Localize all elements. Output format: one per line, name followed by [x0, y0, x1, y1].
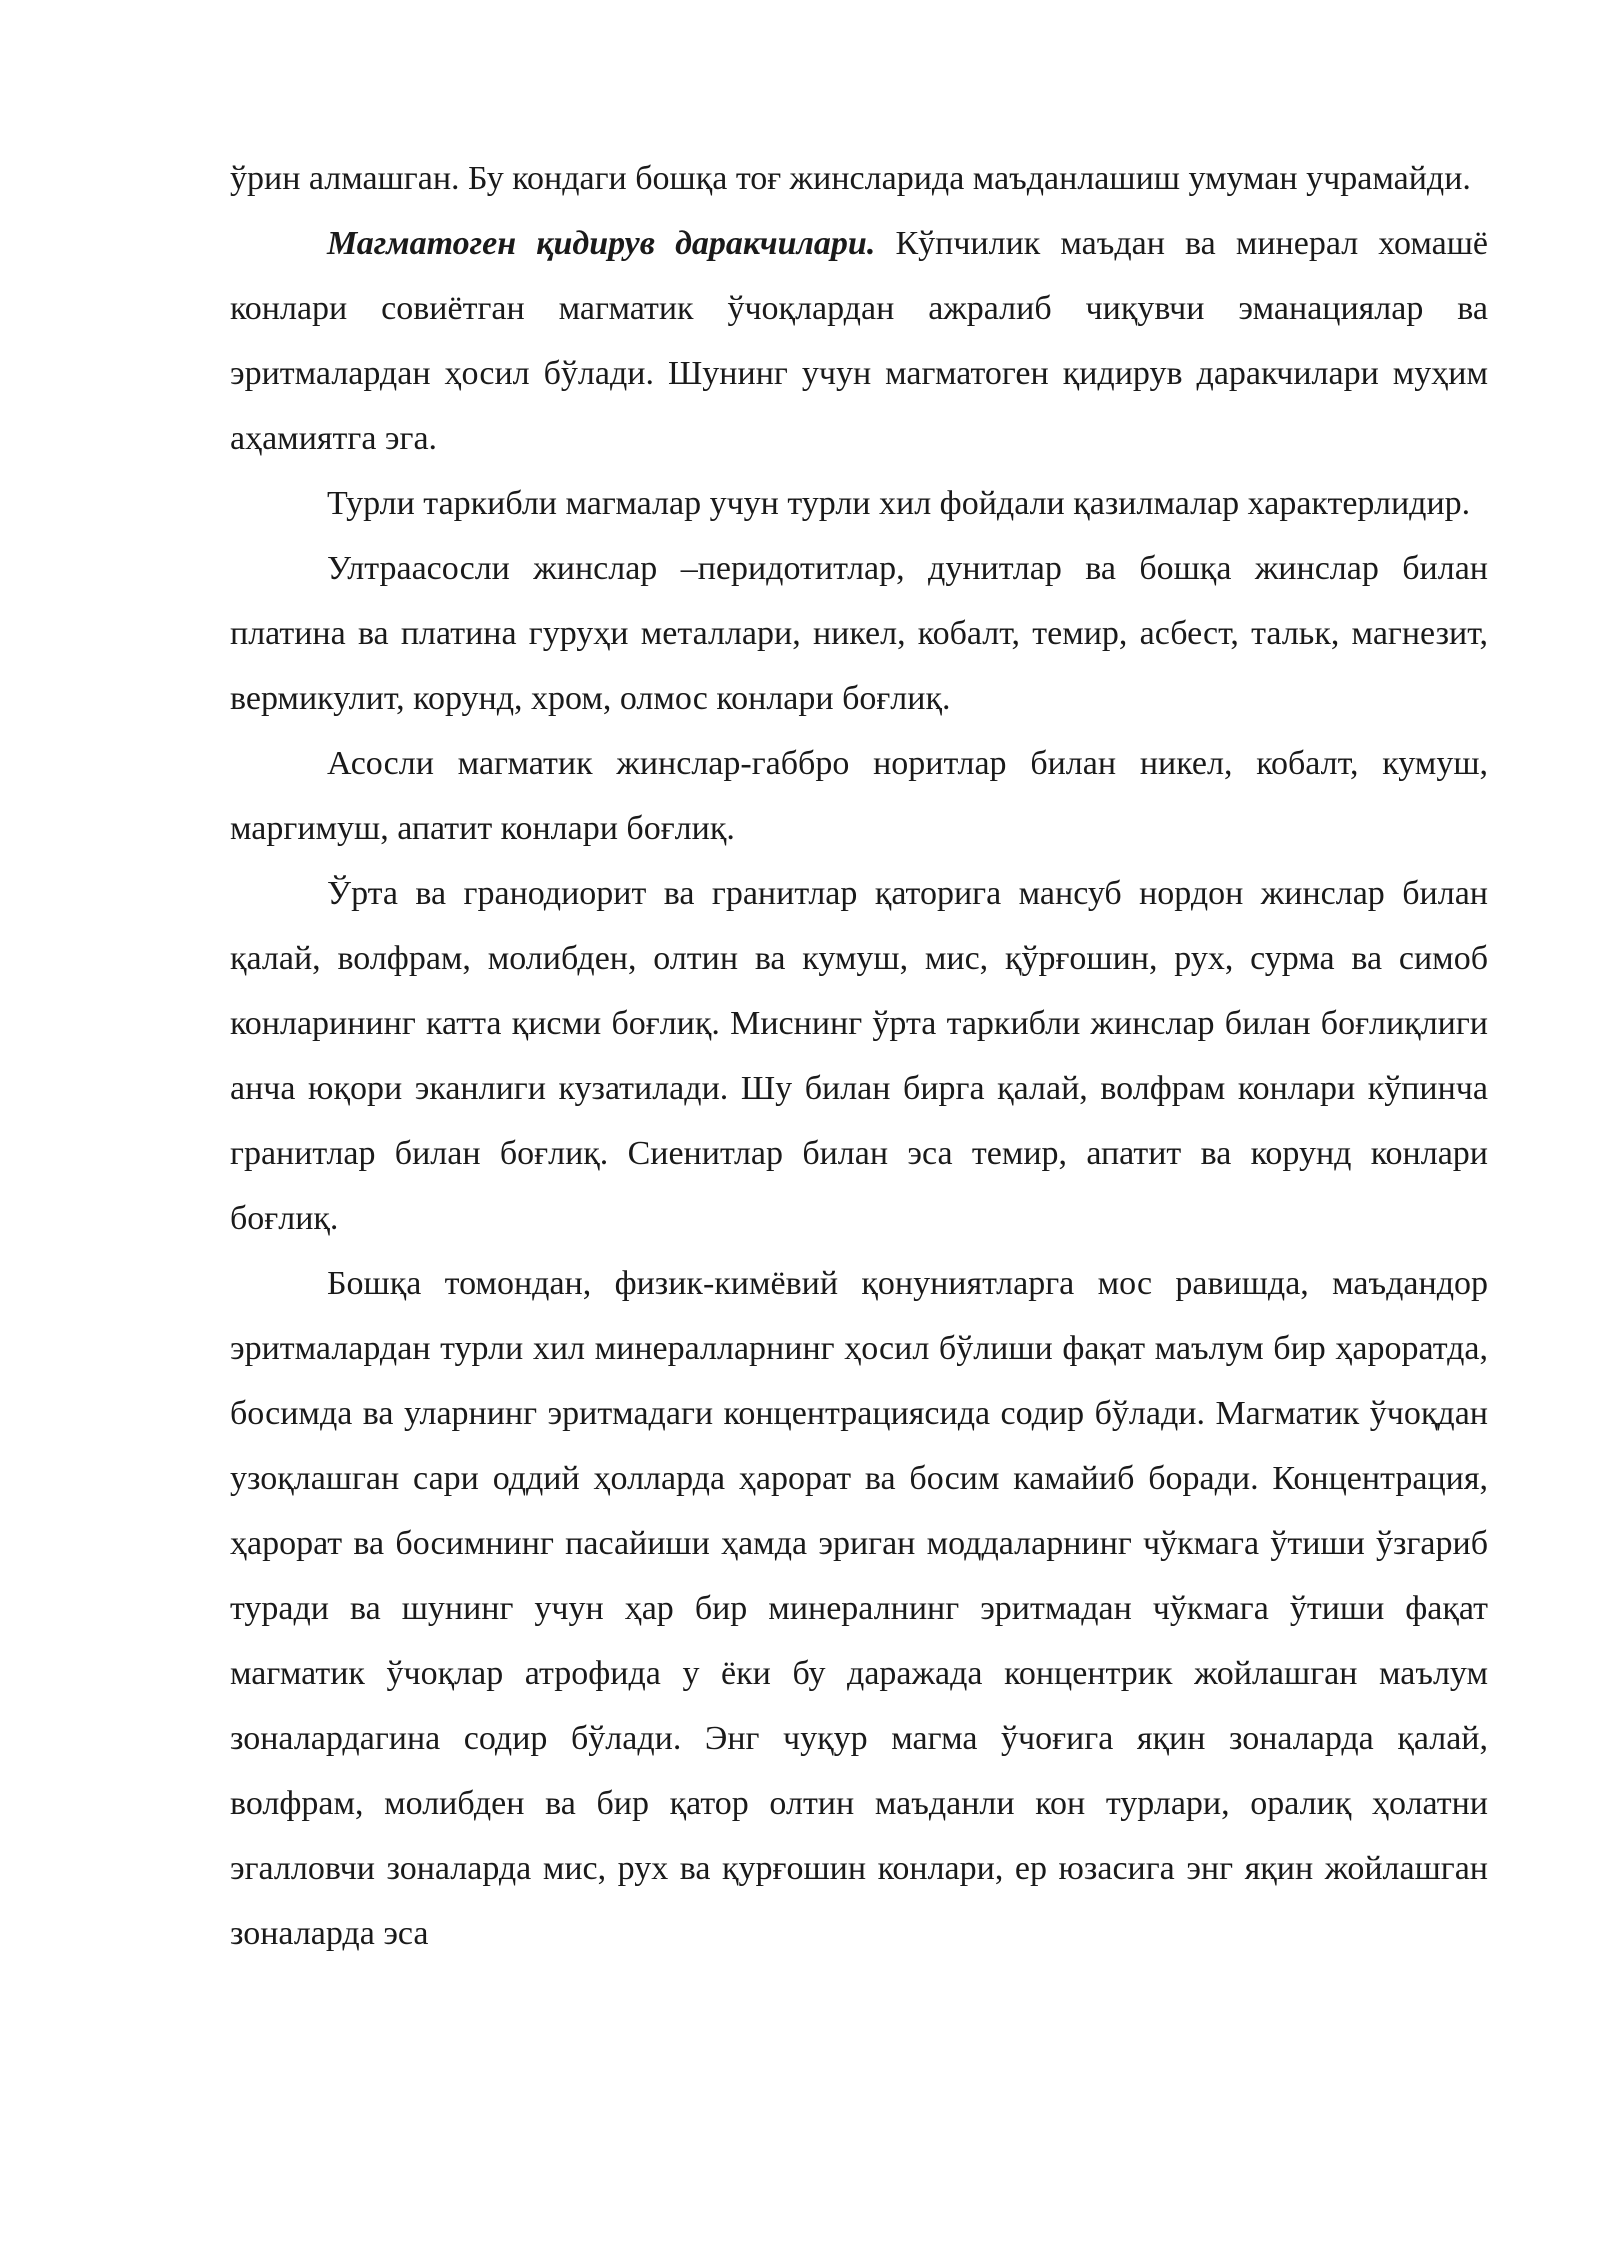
paragraph-text: Кўпчилик маъдан ва минерал хомашё конлари совиётган магматик ўчоқлардан ажралиб чиқувчи эманациялар ва эритмалардан ҳосил бўлади. Шунинг учун магматоген қидирув даракчилари муҳим аҳамиятга эга.	[230, 225, 1488, 457]
document-page	[230, 146, 1488, 1966]
paragraph-magma-types	[230, 471, 1488, 536]
paragraph-text: Ўрта ва гранодиорит ва гранитлар қаторига мансуб нордон жинслар билан қалай, волфрам, молибден, олтин ва кумуш, мис, қўрғошин, рух, сурма ва симоб конларининг катта қисми боғлиқ. Миснинг ўрта таркибли жинслар билан боғлиқлиги анча юқори эканлиги кузатилади. Шу билан бирга қалай, волфрам конлари кўпинча гранитлар билан боғлиқ. Сиенитлар билан эса темир, апатит ва корунд конлари боғлиқ.	[230, 875, 1488, 1237]
paragraph-text: Турли таркибли магмалар учун турли хил фойдали қазилмалар характерлидир.	[327, 485, 1471, 522]
paragraph-text: Ултраасосли жинслар –перидотитлар, дунитлар ва бошқа жинслар билан платина ва платина гуруҳи металлари, никел, кобалт, темир, асбест, тальк, магнезит, вермикулит, корунд, хром, олмос конлари боғлиқ.	[230, 550, 1488, 717]
paragraph-continuation	[230, 146, 1488, 211]
paragraph-text: Бошқа томондан, физик-кимёвий қонуниятларга мос равишда, маъдандор эритмалардан турли хил минералларнинг ҳосил бўлиши фақат маълум бир ҳароратда, босимда ва уларнинг эритмадаги концентрациясида содир бўлади. Магматик ўчоқдан узоқлашган сари оддий ҳолларда ҳарорат ва босим камайиб боради. Концентрация, ҳарорат ва босимнинг пасайиши ҳамда эриган моддаларнинг чўкмага ўтиши ўзгариб туради ва шунинг учун ҳар бир минералнинг эритмадан чўкмага ўтиши фақат магматик ўчоқлар атрофида у ёки бу даражада концентрик жойлашган маълум зоналардагина содир бўлади. Энг чуқур магма ўчоғига яқин зоналарда қалай, волфрам, молибден ва бир қатор олтин маъданли кон турлари, оралиқ ҳолатни эгалловчи зоналарда мис, рух ва қурғошин конлари, ер юзасига энг яқин жойлашган зоналарда эса	[230, 1265, 1488, 1952]
paragraph-zoning	[230, 1251, 1488, 1966]
section-heading: Магматоген қидирув даракчилари.	[327, 225, 876, 262]
paragraph-basic-rocks	[230, 731, 1488, 861]
paragraph-text: ўрин алмашган. Бу кондаги бошқа тоғ жинсларида маъданлашиш умуман учрамайди.	[230, 160, 1471, 197]
paragraph-acid-rocks	[230, 861, 1488, 1251]
paragraph-ultrabasic-rocks	[230, 536, 1488, 731]
paragraph-text: Асосли магматик жинслар-габбро норитлар билан никел, кобалт, кумуш, маргимуш, апатит конлари боғлиқ.	[230, 745, 1488, 847]
paragraph-magmatogenic-indicators	[230, 211, 1488, 471]
